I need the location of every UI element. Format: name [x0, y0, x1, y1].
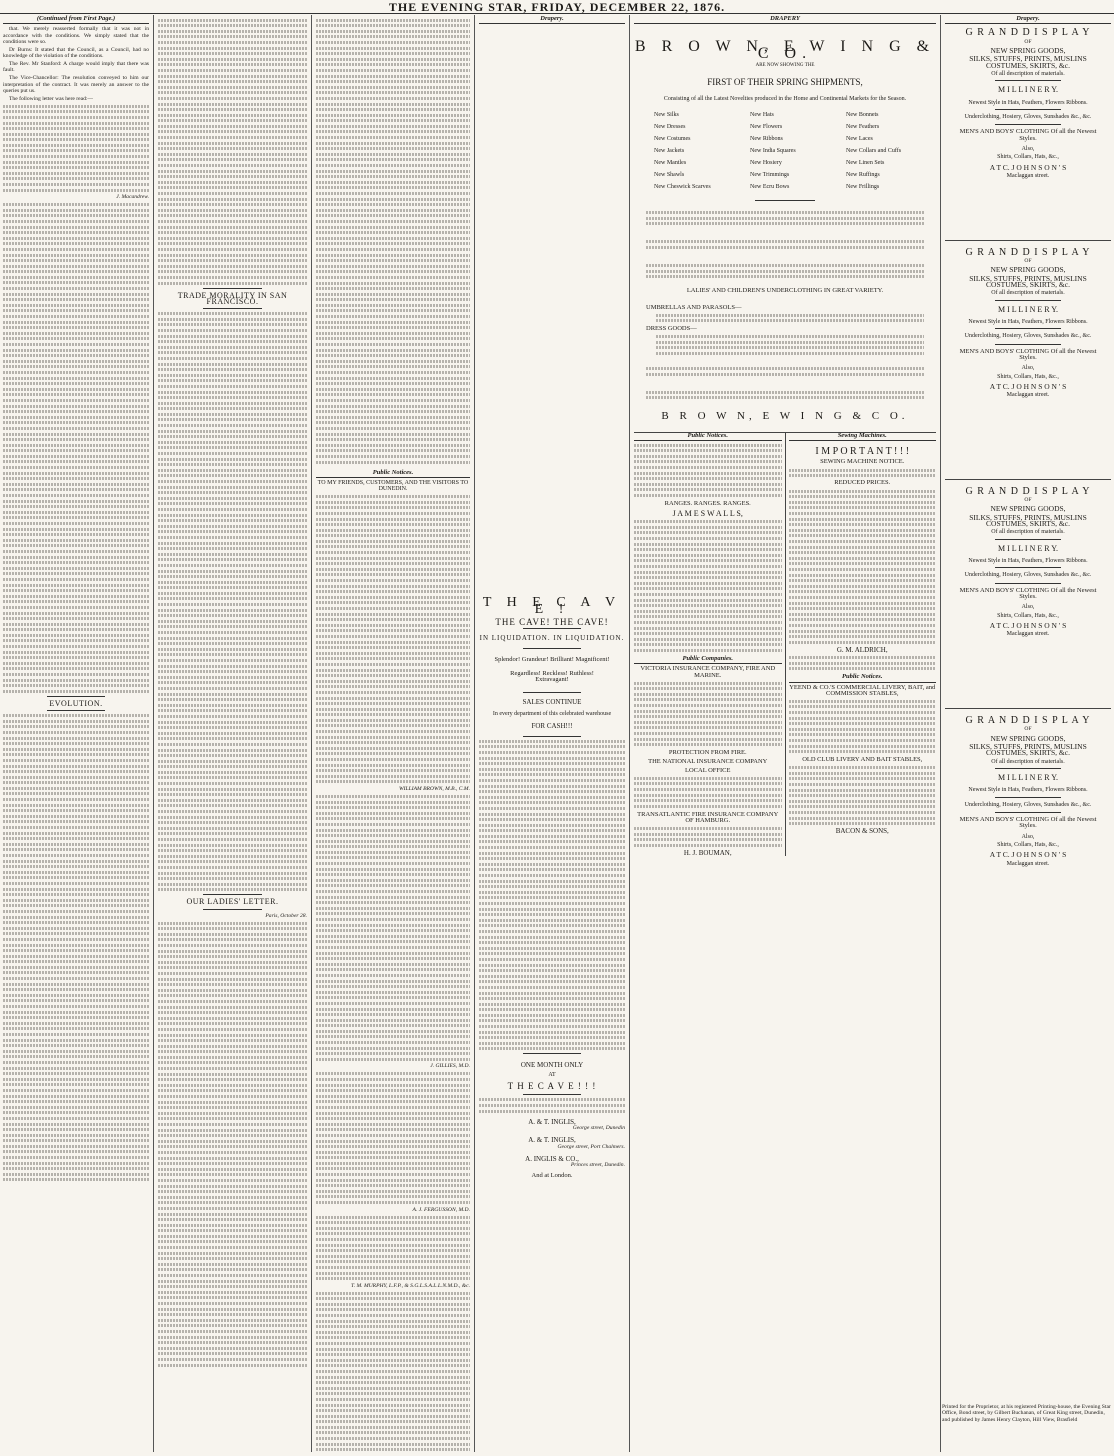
also-label: Also,	[1021, 146, 1035, 153]
text-block	[316, 1292, 470, 1452]
column-6	[942, 15, 1114, 1400]
shirts-line: Shirts, Collars, Hats, &c.,	[997, 612, 1059, 619]
at-label: AT	[548, 1071, 556, 1078]
liquidation-line: IN LIQUIDATION. IN LIQUIDATION.	[479, 634, 625, 643]
column-5	[631, 15, 939, 1452]
section-heading-drapery: Drapery.	[945, 16, 1111, 24]
text-block	[316, 19, 470, 464]
newest-styles: Newest Style in Hats, Feathers, Flowers Ribbons.	[968, 99, 1088, 106]
list-item: New Silks	[654, 112, 679, 119]
yeend-livery: YEEND & CO.'S COMMERCIAL LIVERY, BAIT, and COMMISSION STABLES,	[789, 683, 936, 697]
section-heading-ladies-letter: OUR LADIES' LETTER.	[186, 897, 279, 907]
silks-line: SILKS, STUFFS, PRINTS, MUSLINS COSTUMES, SKIRTS, &c.	[969, 741, 1087, 758]
shirts-line: Shirts, Collars, Hats, &c.,	[997, 373, 1059, 380]
text-block	[646, 211, 924, 278]
sales-description: In every department of this celebrated warehouse	[492, 711, 612, 718]
mens-clothing: MEN'S AND BOYS' CLOTHING Of all the Newest Styles.	[959, 586, 1097, 601]
text-block	[158, 922, 307, 1367]
inglis-name: A. & T. INGLIS,	[528, 1136, 576, 1145]
transatlantic-insurance: TRANSATLANTIC FIRE INSURANCE COMPANY OF HAMBURG.	[637, 810, 779, 825]
section-heading-drapery: DRAPERY	[634, 16, 936, 24]
grand-display-ad	[945, 27, 1111, 180]
james-walls: J A M E S W A L L S,	[672, 509, 743, 519]
list-item: New Ruffings	[846, 172, 880, 179]
first-shipments: FIRST OF THEIR SPRING SHIPMENTS,	[707, 77, 863, 88]
paragraph: The Vice-Chancellor: The resolution conveyed to him our interpretation of the contract. It was merely an answer to the queries put us.	[3, 75, 149, 94]
johnson-name: A T C. J O H N S O N ' S	[989, 381, 1067, 391]
text-block	[634, 777, 782, 808]
inglis-address: George street, Port Chalmers.	[557, 1143, 625, 1150]
maclaggan-street: Maclaggan street.	[1006, 173, 1050, 180]
also-label: Also,	[1021, 365, 1035, 372]
text-block	[656, 314, 924, 323]
list-item: New Hosiery	[750, 160, 782, 167]
paragraph: The following letter was here read:—	[9, 95, 94, 102]
cave-subtitle: THE CAVE! THE CAVE!	[495, 617, 609, 628]
list-item: New Jackets	[654, 148, 685, 155]
list-item: New Collars and Cuffs	[846, 148, 902, 155]
notice-title: TO MY FRIENDS, CUSTOMERS, AND THE VISITORS TO DUNEDIN.	[317, 479, 469, 493]
ranges-heading: RANGES. RANGES. RANGES.	[664, 500, 751, 507]
newest-styles: Newest Style in Hats, Feathers, Flowers Ribbons.	[968, 787, 1088, 794]
list-item: New Ribbons	[750, 136, 783, 143]
text-block	[316, 1072, 470, 1204]
goods-list	[654, 110, 936, 192]
for-cash: FOR CASH!!!	[531, 722, 573, 731]
cave-end: T H E C A V E ! ! !	[507, 1081, 597, 1092]
inglis-address: George street, Dunedin	[572, 1125, 625, 1131]
of-label: OF	[1024, 726, 1032, 733]
bacon-sons: BACON & SONS,	[835, 827, 889, 836]
silks-line: SILKS, STUFFS, PRINTS, MUSLINS COSTUMES, SKIRTS, &c.	[969, 512, 1087, 529]
inglis-name: A. & T. INGLIS,	[528, 1117, 576, 1126]
old-club-livery: OLD CLUB LIVERY AND BAIT STABLES,	[802, 756, 923, 764]
list-item: New Dresses	[654, 124, 686, 131]
text-block	[789, 490, 937, 644]
silks-line: SILKS, STUFFS, PRINTS, MUSLINS COSTUMES, SKIRTS, &c.	[969, 273, 1087, 289]
of-label: OF	[1024, 38, 1032, 45]
brown-ewing-title: B R O W N, E W I N G & C O.	[634, 38, 936, 62]
list-item: New Bonnets	[846, 112, 879, 119]
of-label: OF	[1024, 497, 1032, 503]
shirts-line: Shirts, Collars, Hats, &c.,	[997, 154, 1059, 161]
text-block	[479, 740, 625, 1051]
list-item: New Hats	[750, 112, 774, 119]
spring-goods: NEW SPRING GOODS,	[990, 46, 1066, 56]
ladies-underclothing: LALIES' AND CHILDREN'S UNDERCLOTHING IN GREAT VARIETY.	[686, 287, 884, 295]
grand-display-title: G R A N D D I S P L A Y	[965, 27, 1091, 39]
also-label: Also,	[1021, 833, 1035, 840]
inglis-name: A. INGLIS & CO.,	[525, 1155, 579, 1164]
text-block	[634, 520, 782, 652]
spring-goods: NEW SPRING GOODS,	[990, 733, 1066, 743]
masthead: THE EVENING STAR, FRIDAY, DECEMBER 22, 1876.	[0, 0, 1114, 14]
list-item: New Ecru Bows	[750, 184, 790, 191]
list-item: New Feathers	[846, 124, 880, 131]
grand-display-ad	[945, 479, 1111, 638]
dress-goods-heading: DRESS GOODS—	[646, 325, 697, 333]
section-heading-evolution: EVOLUTION.	[49, 698, 103, 708]
column-1	[0, 15, 152, 1452]
dateline: Paris, October 28.	[265, 912, 307, 919]
column-3	[313, 15, 473, 1452]
paragraph: that. We merely reasserted formally that it was not in accordance with the conditions. We simply stated that the conditions were so.	[3, 26, 149, 46]
grand-display-title: G R A N D D I S P L A Y	[965, 485, 1091, 497]
text-block	[634, 827, 782, 847]
grand-display-title: G R A N D D I S P L A Y	[965, 714, 1091, 726]
section-heading-sewing-machines: Sewing Machines.	[789, 433, 937, 441]
millinery: M I L L I N E R Y.	[997, 772, 1059, 782]
printer-imprint: Printed for the Proprietor, at his registered Printing-house, the Evening Star Office, Bond street, by Gilbert Buchanan, of Great King street, Dunedin, and published by James Henry Clayton, Hill View, Brasfield	[942, 1404, 1111, 1423]
umbrellas-heading: UMBRELLAS AND PARASOLS—	[646, 303, 742, 311]
newest-styles: Newest Style in Hats, Feathers, Flowers Ribbons.	[968, 558, 1088, 565]
section-heading-public-notices: Public Notices.	[634, 433, 782, 441]
text-block	[789, 656, 937, 670]
inglis-london: And at London.	[531, 1171, 573, 1179]
cave-title: T H E C A V E !	[482, 595, 622, 617]
text-block	[316, 495, 470, 783]
column-4	[476, 15, 628, 1452]
consisting-line: Consisting of all the Latest Novelties produced in the Home and Continental Markets for the Season.	[663, 95, 907, 102]
all-descriptions: Of all description of materials.	[991, 71, 1065, 78]
text-block	[646, 367, 924, 399]
signature: T. M. MURPHY, L.F.P., & S.G.L.S.A.L.L.N.M.D., &c.	[351, 1282, 470, 1289]
reduced-prices: REDUCED PRICES.	[834, 479, 891, 487]
underclothing: Underclothing, Hosiery, Gloves, Sunshades &c., &c.	[964, 801, 1092, 808]
all-descriptions: Of all description of materials.	[991, 758, 1065, 765]
text-block	[158, 19, 307, 285]
signature: WILLIAM BROWN, M.B., C.M.	[398, 786, 470, 792]
paragraph: The Rev. Mr Stanford: A charge would imply that there was fault.	[3, 61, 149, 74]
list-item: New Flowers	[750, 124, 783, 131]
millinery: M I L L I N E R Y.	[997, 543, 1059, 553]
section-heading-public-notices: Public Notices.	[789, 674, 937, 682]
text-block	[3, 105, 149, 192]
signature: A. J. FERGUSSON, M.D.	[412, 1206, 470, 1213]
underclothing: Underclothing, Hosiery, Gloves, Sunshades &c., &c.	[964, 333, 1092, 340]
spring-goods: NEW SPRING GOODS,	[990, 265, 1066, 275]
grand-display-title: G R A N D D I S P L A Y	[965, 246, 1091, 258]
mens-clothing: MEN'S AND BOYS' CLOTHING Of all the Newest Styles.	[959, 815, 1097, 830]
section-heading-drapery: Drapery.	[479, 16, 625, 24]
list-item: New Costumes	[654, 136, 691, 143]
maclaggan-street: Maclaggan street.	[1006, 392, 1050, 399]
aldrich-name: G. M. ALDRICH,	[836, 645, 888, 654]
victoria-insurance: VICTORIA INSURANCE COMPANY, FIRE AND MARINE.	[640, 665, 776, 679]
text-block	[3, 714, 149, 1181]
mens-clothing: MEN'S AND BOYS' CLOTHING Of all the Newest Styles.	[959, 347, 1097, 361]
all-descriptions: Of all description of materials.	[991, 529, 1065, 536]
one-month-only: ONE MONTH ONLY	[520, 1061, 584, 1070]
mens-clothing: MEN'S AND BOYS' CLOTHING Of all the Newest Styles.	[959, 128, 1097, 142]
protection-from-fire: PROTECTION FROM FIRE.	[668, 749, 747, 757]
silks-line: SILKS, STUFFS, PRINTS, MUSLINS COSTUMES, SKIRTS, &c.	[969, 54, 1087, 70]
inglis-address: Princes street, Dunedin.	[570, 1162, 625, 1169]
national-insurance: THE NATIONAL INSURANCE COMPANY	[648, 758, 768, 766]
sewing-machine-notice: SEWING MACHINE NOTICE.	[820, 458, 905, 466]
list-item: New Laces	[846, 136, 873, 143]
section-heading-public-notices: Public Notices.	[316, 470, 470, 478]
local-office: LOCAL OFFICE	[685, 766, 731, 774]
section-heading-trade-morality: TRADE MORALITY IN SAN FRANCISCO.	[177, 290, 288, 306]
list-item: New Shawls	[654, 172, 685, 179]
section-heading-public-companies: Public Companies.	[634, 656, 782, 664]
now-showing: ARE NOW SHOWING THE	[755, 63, 815, 69]
maclaggan-street: Maclaggan street.	[1006, 860, 1050, 867]
newest-styles: Newest Style in Hats, Feathers, Flowers Ribbons.	[968, 318, 1088, 325]
text-block	[789, 469, 937, 478]
list-item: New India Squares	[750, 148, 796, 155]
spring-goods: NEW SPRING GOODS,	[990, 504, 1066, 514]
text-block	[634, 444, 782, 497]
text-block	[479, 1098, 625, 1112]
millinery: M I L L I N E R Y.	[997, 304, 1059, 314]
underclothing: Underclothing, Hosiery, Gloves, Sunshades &c., &c.	[964, 114, 1092, 121]
also-label: Also,	[1021, 604, 1035, 611]
text-block	[789, 766, 937, 825]
list-item: New Frillings	[846, 184, 880, 191]
underclothing: Underclothing, Hosiery, Gloves, Sunshades &c., &c.	[964, 572, 1092, 579]
shirts-line: Shirts, Collars, Hats, &c.,	[997, 841, 1059, 848]
list-item: New Cheswick Scarves	[654, 184, 711, 191]
text-block	[789, 700, 937, 753]
regardless-line: Regardless! Reckless! Ruthless! Extravagant!	[510, 670, 594, 684]
all-descriptions: Of all description of materials.	[991, 290, 1065, 297]
johnson-name: A T C. J O H N S O N ' S	[989, 621, 1067, 631]
of-label: OF	[1024, 257, 1032, 264]
column-2	[155, 15, 310, 1452]
text-block	[316, 795, 470, 1061]
text-block	[634, 682, 782, 747]
johnson-name: A T C. J O H N S O N ' S	[989, 162, 1067, 172]
millinery: M I L L I N E R Y.	[997, 85, 1059, 95]
paragraph: Dr Burns: It stated that the Council, as a Council, had no knowledge of the violation of the conditions.	[3, 46, 149, 60]
maclaggan-street: Maclaggan street.	[1006, 631, 1050, 638]
text-block	[3, 203, 149, 693]
grand-display-ad	[945, 708, 1111, 867]
text-block	[316, 1216, 470, 1281]
text-block	[158, 312, 307, 891]
signature: J. Macandrew.	[116, 194, 149, 201]
important-heading: I M P O R T A N T ! ! !	[815, 446, 910, 458]
list-item: New Linen Sets	[846, 160, 885, 167]
bouman-name: H. J. BOUMAN,	[683, 848, 732, 857]
johnson-name: A T C. J O H N S O N ' S	[989, 850, 1067, 860]
brown-ewing-signature: B R O W N, E W I N G & C O.	[661, 410, 909, 423]
grand-display-ad	[945, 240, 1111, 399]
continued-label: (Continued from First Page.)	[3, 16, 149, 24]
signature: J. GILLIES, M.D.	[430, 1063, 470, 1070]
list-item: New Trimmings	[750, 172, 790, 179]
list-item: New Mantles	[654, 160, 687, 167]
splendor-line: Splendor! Grandeur! Brilliant! Magnificent!	[494, 655, 610, 663]
text-block	[656, 335, 924, 355]
sales-continue: SALES CONTINUE	[522, 697, 582, 706]
